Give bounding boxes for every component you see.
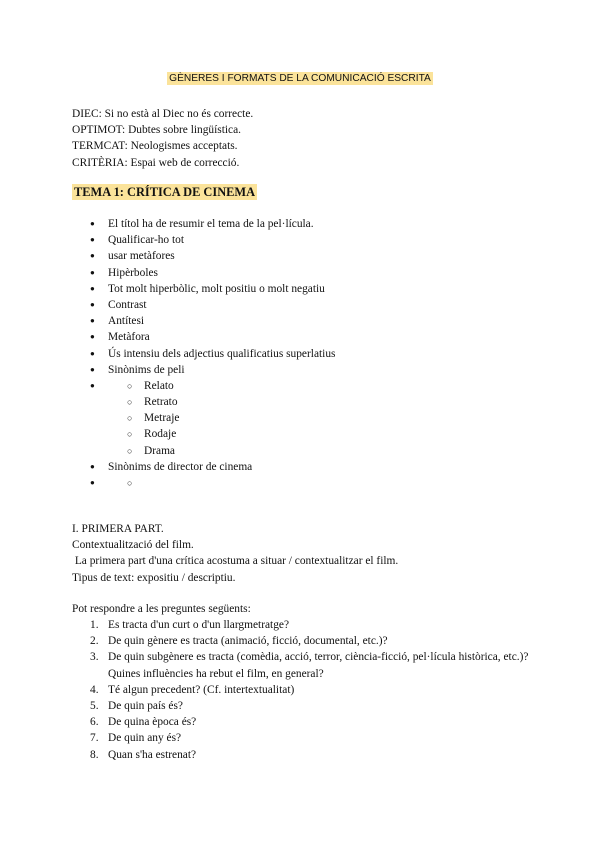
questions-list	[72, 617, 532, 763]
question-item	[72, 682, 532, 698]
questions-intro	[72, 601, 251, 617]
question-number: 8.	[90, 748, 99, 761]
resource-line: OPTIMOT: Dubtes sobre lingüística.	[72, 124, 242, 137]
question-item	[72, 714, 532, 730]
bullet-item: ● Qualificar-ho tot	[72, 232, 335, 248]
sub-bullet-item: ○ ● Relato	[72, 378, 335, 394]
question-number: 6.	[90, 716, 99, 729]
tema-heading	[72, 184, 257, 200]
resource-line: DIEC: Si no està al Diec no és correcte.	[72, 108, 254, 120]
bullet-item: ● Sinònims de director de cinema	[72, 459, 335, 475]
question-item	[72, 649, 532, 681]
question-item	[72, 633, 532, 649]
question-number: 2.	[90, 635, 99, 648]
question-number: 5.	[90, 700, 99, 713]
question-text: De quina època és?	[108, 716, 197, 729]
sinonims-peli-sublist	[72, 378, 335, 459]
question-number: 4.	[90, 683, 99, 696]
criteria-bullet-list	[72, 216, 335, 491]
question-number: 3.	[90, 651, 99, 664]
bullet-item: ● Ús intensiu dels adjectius qualificatius superlatius	[72, 346, 335, 362]
part1-line: Tipus de text: expositiu / descriptiu.	[72, 571, 236, 584]
resource-line: TERMCAT: Neologismes acceptats.	[72, 140, 238, 153]
bullet-item: ● usar metàfores	[72, 248, 335, 264]
part1-heading: I. PRIMERA PART.	[72, 523, 164, 535]
resource-line: CRITÈRIA: Espai web de correcció.	[72, 156, 240, 169]
document-title-text: GÈNERES I FORMATS DE LA COMUNICACIÓ ESCRITA	[169, 73, 431, 84]
sub-bullet-item: ○ Retrato	[72, 394, 335, 410]
part1-section	[72, 521, 398, 586]
questions-intro-text: Pot respondre a les preguntes següents:	[72, 603, 251, 615]
bullet-item: ● Contrast	[72, 297, 335, 313]
bullet-item: ● Hipèrboles	[72, 265, 335, 281]
question-text: Es tracta d'un curt o d'un llargmetratge?	[108, 619, 290, 631]
sub-bullet-item: ○ Drama	[72, 443, 335, 459]
empty-sub-bullet	[72, 475, 335, 491]
sub-list-container	[72, 475, 335, 491]
question-text: De quin any és?	[108, 732, 182, 745]
sub-bullet-item: ○ Metraje	[72, 410, 335, 426]
bullet-item: ● Tot molt hiperbòlic, molt positiu o molt negatiu	[72, 281, 335, 297]
bullet-item: ● Antítesi	[72, 313, 335, 329]
sub-bullet-item: ○ Rodaje	[72, 426, 335, 442]
sub-list-container	[72, 378, 335, 459]
question-text: Té algun precedent? (Cf. intertextualitat)	[108, 683, 295, 696]
question-text: De quin país és?	[108, 700, 183, 713]
question-text: De quin subgènere es tracta (comèdia, acció, terror, ciència-ficció, pel·lícula històrica, etc.)? Quines influències ha rebut el film, en general?	[108, 651, 529, 680]
document-title	[0, 72, 600, 86]
bullet-item: ● Metàfora	[72, 329, 335, 345]
director-sublist	[72, 475, 335, 491]
question-item	[72, 747, 532, 763]
question-text: Quan s'ha estrenat?	[108, 748, 197, 761]
question-item	[72, 698, 532, 714]
question-text: De quin gènere es tracta (animació, ficció, documental, etc.)?	[108, 635, 388, 648]
bullet-item: ● Sinònims de peli	[72, 362, 335, 378]
resources-list	[72, 106, 253, 171]
question-item	[72, 617, 532, 633]
question-item	[72, 730, 532, 746]
tema-heading-text: TEMA 1: CRÍTICA DE CINEMA	[74, 185, 256, 199]
part1-line: Contextualització del film.	[72, 539, 194, 552]
question-number: 7.	[90, 732, 99, 745]
question-number: 1.	[90, 619, 99, 631]
bullet-item: ● El títol ha de resumir el tema de la pel·lícula.	[72, 216, 335, 232]
part1-line: La primera part d'una crítica acostuma a situar / contextualitzar el film.	[72, 555, 399, 568]
